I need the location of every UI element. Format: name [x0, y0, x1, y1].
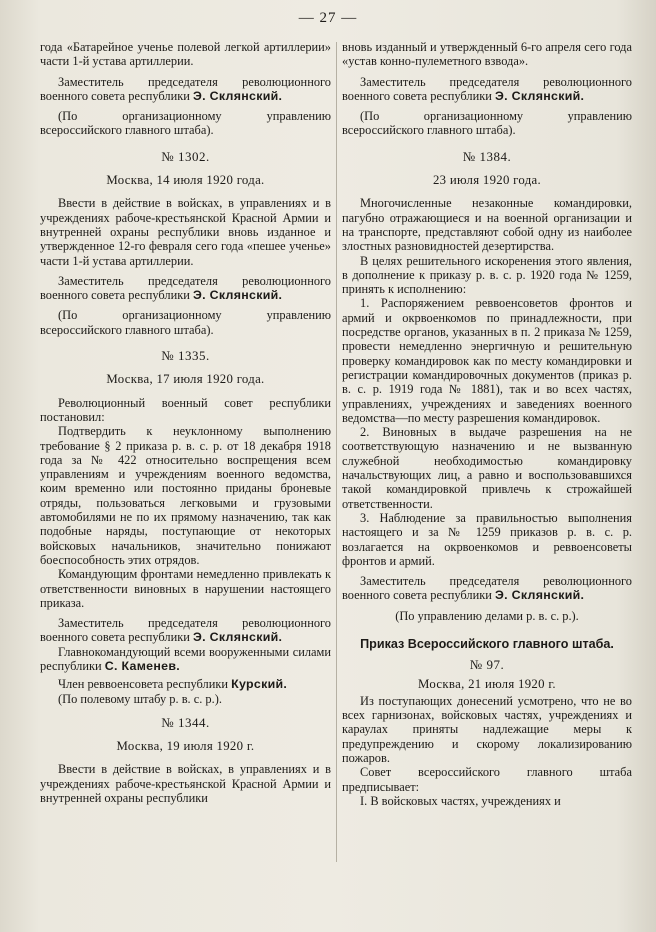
order-date: Москва, 19 июля 1920 г. [116, 739, 255, 754]
order-text: Ввести в действие в войсках, в управлениях и в учреждениях рабоче-крестьянской Красной Армии и внутренней охраны республики [40, 762, 331, 806]
paragraph: вновь изданный и утвержденный 6-го апреля сего года «устав конно-пулеметного взвода». [342, 40, 632, 69]
order-text: I. В войсковых частях, учреждениях и [360, 793, 561, 808]
order-number: № 1302. [161, 148, 210, 164]
signature-note: (По организационному управлению всероссийского главного штаба). [40, 308, 331, 337]
signature-note: (По организационному управлению всероссийского главного штаба). [342, 109, 632, 138]
signature-name: Э. Склянский. [495, 588, 585, 603]
section-title: Приказ Всероссийского главного штаба. [360, 636, 614, 651]
signature-name: Э. Склянский. [193, 630, 283, 645]
signature-name: Э. Склянский. [495, 88, 585, 103]
signature-note: (По полевому штабу р. в. с. р.). [58, 691, 222, 706]
left-column [40, 40, 331, 805]
right-column [342, 40, 632, 808]
signature-name: Э. Склянский. [193, 288, 283, 303]
signature-name: С. Каменев. [104, 658, 180, 673]
signature-title: Заместитель председателя революционного военного совета республики [342, 574, 632, 603]
order-item: 3. Наблюдение за правильностью выполнения настоящего и за № 1259 приказов р. в. с. р. возлагается на окрвоенкомов и реввоенсоветы фронтов и армий. [342, 510, 632, 568]
order-number: № 1384. [462, 148, 512, 164]
order-text: Командующим фронтами немедленно привлекать к ответственности виновных в нарушении настоящего приказа. [40, 567, 331, 610]
signature-name: Э. Склянский. [193, 88, 283, 103]
order-text: Совет всероссийского главного штаба предписывает: [342, 765, 632, 794]
order-number: № 97. [469, 657, 505, 673]
signature-title: Заместитель председателя революционного военного совета республики [40, 273, 331, 303]
order-number: № 1344. [161, 714, 210, 730]
paragraph: года «Батарейное ученье полевой легкой артиллерии» части 1-й устава артиллерии. [40, 40, 331, 69]
signature-name: Курский. [231, 677, 288, 692]
signature-title: Заместитель председателя революционного военного совета республики [342, 74, 632, 103]
order-date: Москва, 17 июля 1920 года. [106, 372, 265, 387]
order-text: Ввести в действие в войсках, в управлениях и в учреждениях рабоче-крестьянской Красной Армии и внутренней охраны республики вновь изданное и утвержденное 12-го февраля сего года «пешее ученье» части 1-й устава артиллерии. [40, 196, 331, 268]
signature-note: (По организационному управлению всероссийского главного штаба). [40, 109, 331, 138]
page-number: — 27 — [298, 10, 358, 26]
signature-title: Заместитель председателя революционного военного совета республики [40, 74, 331, 103]
order-date: Москва, 14 июля 1920 года. [106, 173, 265, 188]
signature-block [40, 677, 331, 691]
order-item: 1. Распоряжением реввоенсоветов фронтов и армий и окрвоенкомов по принадлежности, при посредстве органов, указанных в п. 2 приказа № 1259, провести немедленно энергичную и решительную проверку командировок как по месту командировки и регистрации командировочных документов (приказ р. в. с. р. 1919 года № 1881), так и во всех частях, управлениях, учреждениях и заведениях военного ведомства—по месту разрешения командировок. [342, 296, 632, 425]
order-date: Москва, 21 июля 1920 г. [418, 676, 556, 691]
order-number: № 1335. [161, 348, 210, 364]
order-item: 2. Виновных в выдаче разрешения на не соответствующую назначению и не вызванную служебной необходимостью командировку начальствующих лиц, а равно и воспользовавшихся такой командировкой привлечь к строжайшей ответственности. [342, 425, 632, 511]
signature-title: Член реввоенсовета республики [58, 677, 229, 692]
signature-block [342, 574, 632, 603]
signature-title: Заместитель председателя революционного военного совета республики [40, 616, 331, 645]
signature-note: (По управлению делами р. в. с. р.). [395, 608, 579, 623]
signature-title: Главнокомандующий всеми вооруженными силами республики [40, 644, 331, 673]
order-text: Подтвердить к неуклонному выполнению требование § 2 приказа р. в. с. р. от 18 декабря 1918 года за № 422 относительно воспрещения всем управлениям и учреждениям военного ведомства, коим временно или постоянно приданы броневые отряды, пользоваться легковыми и грузовыми автомобилями не по их прямому назначению, так как подобные наряды, поступающие от некоторых войсковых начальников, значительно понижают боеспособность этих отрядов. [40, 424, 331, 567]
order-text: В целях решительного искоренения этого явления, в дополнение к приказу р. в. с. р. 1920 года № 1259, принять к исполнению: [342, 253, 632, 297]
order-text: Многочисленные незаконные командировки, пагубно отражающиеся и на военной организации и на транспорте, представляют собой одну из наиболее злостных разновидностей дезертирства. [342, 196, 632, 254]
signature-block [342, 75, 632, 104]
signature-block [40, 274, 331, 303]
column-divider [336, 42, 337, 862]
order-text: Из поступающих донесений усмотрено, что не во всех гарнизонах, войсковых частях, учреждениях и караулах приняты надлежащие меры к предупреждению и скорому локализированию пожаров. [342, 693, 632, 766]
signature-block [40, 75, 331, 104]
signature-block [40, 645, 331, 674]
signature-block [40, 616, 331, 645]
order-date: 23 июля 1920 года. [432, 173, 542, 188]
order-intro: Революционный военный совет республики постановил: [40, 395, 331, 424]
